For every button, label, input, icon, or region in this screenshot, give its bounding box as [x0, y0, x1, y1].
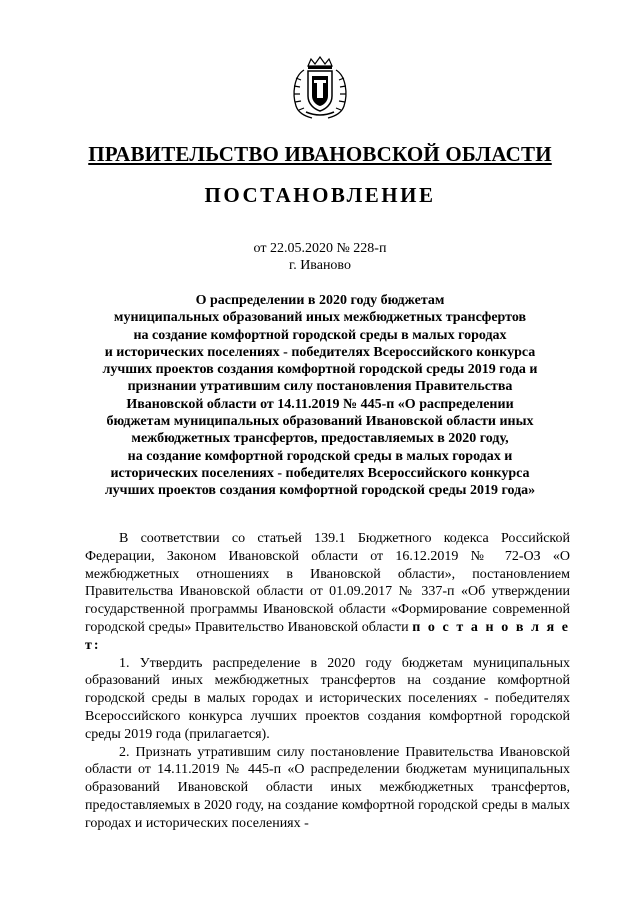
item-1-paragraph: 1. Утвердить распределение в 2020 году бюджетам муниципальных образований иных межбюджетных трансфертов на создание комфортной городской среды в малых городах и исторических поселениях - победителях Всероссийского конкурса лучших проектов создания комфортной городской среды 2019 года (прилагается).: [85, 655, 570, 742]
ivanovo-coat-of-arms-icon: [290, 56, 350, 120]
title-line: муниципальных образований иных межбюджетных трансфертов: [113, 310, 527, 326]
item-2-paragraph: 2. Признать утратившим силу постановление Правительства Ивановской области от 14.11.2019 № 445-п «О распределении бюджетам муниципальных образований Ивановской области иных межбюджетных трансфертов, предоставляемых в 2020 году, на создание комфортной городской среды в малых городах и исторических поселениях -: [85, 744, 570, 831]
intro-paragraph: [85, 530, 570, 655]
document-body: [85, 530, 570, 833]
title-line: лучших проектов создания комфортной городской среды 2019 года и: [102, 362, 538, 378]
title-line: исторических поселениях - победителях Всероссийского конкурса: [110, 465, 530, 481]
title-line: и исторических поселениях - победителях Всероссийского конкурса: [104, 344, 536, 360]
document-meta: [0, 240, 640, 274]
title-line: признании утратившим силу постановления Правительства: [127, 379, 513, 395]
decree-word: п о с т а н о в л я е т:: [85, 619, 570, 653]
government-name: ПРАВИТЕЛЬСТВО ИВАНОВСКОЙ ОБЛАСТИ: [88, 142, 552, 166]
city: г. Иваново: [289, 258, 351, 273]
intro-text: В соответствии со статьей 139.1 Бюджетного кодекса Российской Федерации, Законом Ивановской области от 16.12.2019 № 72-ОЗ «О межбюджетных отношениях в Ивановской области», постановлением Правительства Ивановской области от 01.09.2017 № 337-п «Об утверждении государственной программы Ивановской области «Формирование современной городской среды» Правительство Ивановской области: [85, 531, 570, 635]
title-line: лучших проектов создания комфортной городской среды 2019 года»: [104, 483, 536, 499]
date-number: от 22.05.2020 № 228-п: [253, 241, 387, 256]
document-type: ПОСТАНОВЛЕНИЕ: [204, 183, 436, 207]
title-line: межбюджетных трансфертов, предоставляемых в 2020 году,: [131, 431, 509, 447]
title-line: на создание комфортной городской среды в малых городах и: [127, 448, 513, 464]
title-line: бюджетам муниципальных образований Ивановской области иных: [106, 414, 534, 430]
title-line: О распределении в 2020 году бюджетам: [195, 293, 445, 308]
title-line: Ивановской области от 14.11.2019 № 445-п «О распределении: [126, 396, 514, 412]
document-title: [60, 292, 580, 500]
title-line: на создание комфортной городской среды в малых городах: [133, 327, 507, 343]
